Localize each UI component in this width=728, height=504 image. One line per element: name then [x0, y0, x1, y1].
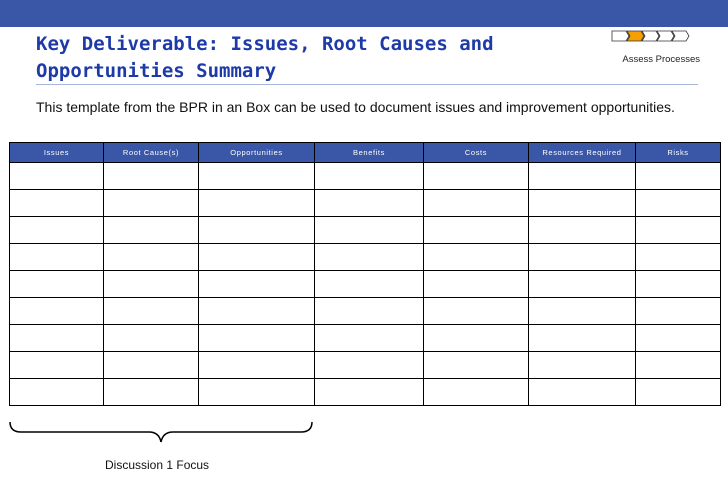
table-cell — [529, 379, 636, 406]
table-row — [10, 190, 721, 217]
column-header-opportunities: Opportunities — [199, 143, 315, 163]
table-cell — [636, 244, 721, 271]
table-cell — [529, 271, 636, 298]
table-cell — [104, 325, 199, 352]
table-cell — [199, 217, 315, 244]
table-cell — [104, 190, 199, 217]
table-cell — [104, 379, 199, 406]
table-cell — [424, 163, 529, 190]
table-cell — [199, 379, 315, 406]
table-cell — [199, 352, 315, 379]
table-cell — [529, 352, 636, 379]
column-header-issues: Issues — [10, 143, 104, 163]
process-label: Assess Processes — [622, 54, 700, 65]
table-header-row — [10, 143, 721, 163]
table-row — [10, 325, 721, 352]
table-cell — [104, 352, 199, 379]
table-cell — [529, 244, 636, 271]
table-cell — [315, 217, 424, 244]
table-cell — [104, 271, 199, 298]
active-step-arrow — [627, 31, 644, 41]
table-row — [10, 271, 721, 298]
title-line-2: Opportunities Summary — [36, 60, 277, 82]
table-cell — [636, 271, 721, 298]
intro-text: This template from the BPR in an Box can be used to document issues and improvement opportunities. — [36, 99, 675, 115]
table-cell — [315, 325, 424, 352]
table-cell — [104, 217, 199, 244]
table-cell — [104, 163, 199, 190]
table-cell — [424, 325, 529, 352]
title-line-1: Key Deliverable: Issues, Root Causes and — [36, 33, 494, 55]
table-cell — [104, 244, 199, 271]
table-cell — [315, 352, 424, 379]
table-cell — [636, 325, 721, 352]
table-cell — [10, 190, 104, 217]
table-cell — [636, 190, 721, 217]
column-header-root-causes: Root Cause(s) — [104, 143, 199, 163]
table-cell — [424, 217, 529, 244]
issues-table — [9, 142, 721, 406]
table-row — [10, 217, 721, 244]
column-header-benefits: Benefits — [315, 143, 424, 163]
column-header-costs: Costs — [424, 143, 529, 163]
table-cell — [199, 298, 315, 325]
table-cell — [529, 298, 636, 325]
table-row — [10, 298, 721, 325]
process-steps-indicator — [610, 30, 700, 42]
column-header-risks: Risks — [636, 143, 721, 163]
table-row — [10, 163, 721, 190]
table-cell — [424, 244, 529, 271]
table-cell — [315, 190, 424, 217]
table-cell — [199, 271, 315, 298]
table-cell — [104, 298, 199, 325]
table-cell — [424, 379, 529, 406]
table-cell — [199, 190, 315, 217]
table-cell — [529, 217, 636, 244]
table-cell — [315, 298, 424, 325]
table-cell — [315, 244, 424, 271]
table-cell — [636, 352, 721, 379]
table-cell — [529, 190, 636, 217]
table-cell — [424, 271, 529, 298]
table-cell — [424, 352, 529, 379]
table-cell — [199, 163, 315, 190]
table-row — [10, 352, 721, 379]
table-cell — [636, 217, 721, 244]
table-cell — [10, 163, 104, 190]
table-cell — [10, 379, 104, 406]
table-cell — [199, 325, 315, 352]
table-cell — [10, 244, 104, 271]
table-cell — [529, 163, 636, 190]
table-cell — [636, 163, 721, 190]
table-cell — [315, 271, 424, 298]
table-row — [10, 244, 721, 271]
table-cell — [315, 163, 424, 190]
table-cell — [10, 217, 104, 244]
table-body — [10, 163, 721, 406]
table-cell — [636, 379, 721, 406]
title-divider — [36, 84, 698, 85]
table-cell — [529, 325, 636, 352]
table-cell — [636, 298, 721, 325]
table-cell — [424, 190, 529, 217]
column-header-resources-required: Resources Required — [529, 143, 636, 163]
table-row — [10, 379, 721, 406]
table-cell — [199, 244, 315, 271]
table-cell — [10, 325, 104, 352]
page-title — [36, 31, 556, 85]
table-cell — [315, 379, 424, 406]
table-cell — [10, 271, 104, 298]
top-banner — [0, 0, 728, 27]
table-cell — [10, 298, 104, 325]
discussion-focus-label: Discussion 1 Focus — [105, 458, 210, 472]
curly-brace — [9, 420, 314, 460]
table-cell — [10, 352, 104, 379]
table-cell — [424, 298, 529, 325]
